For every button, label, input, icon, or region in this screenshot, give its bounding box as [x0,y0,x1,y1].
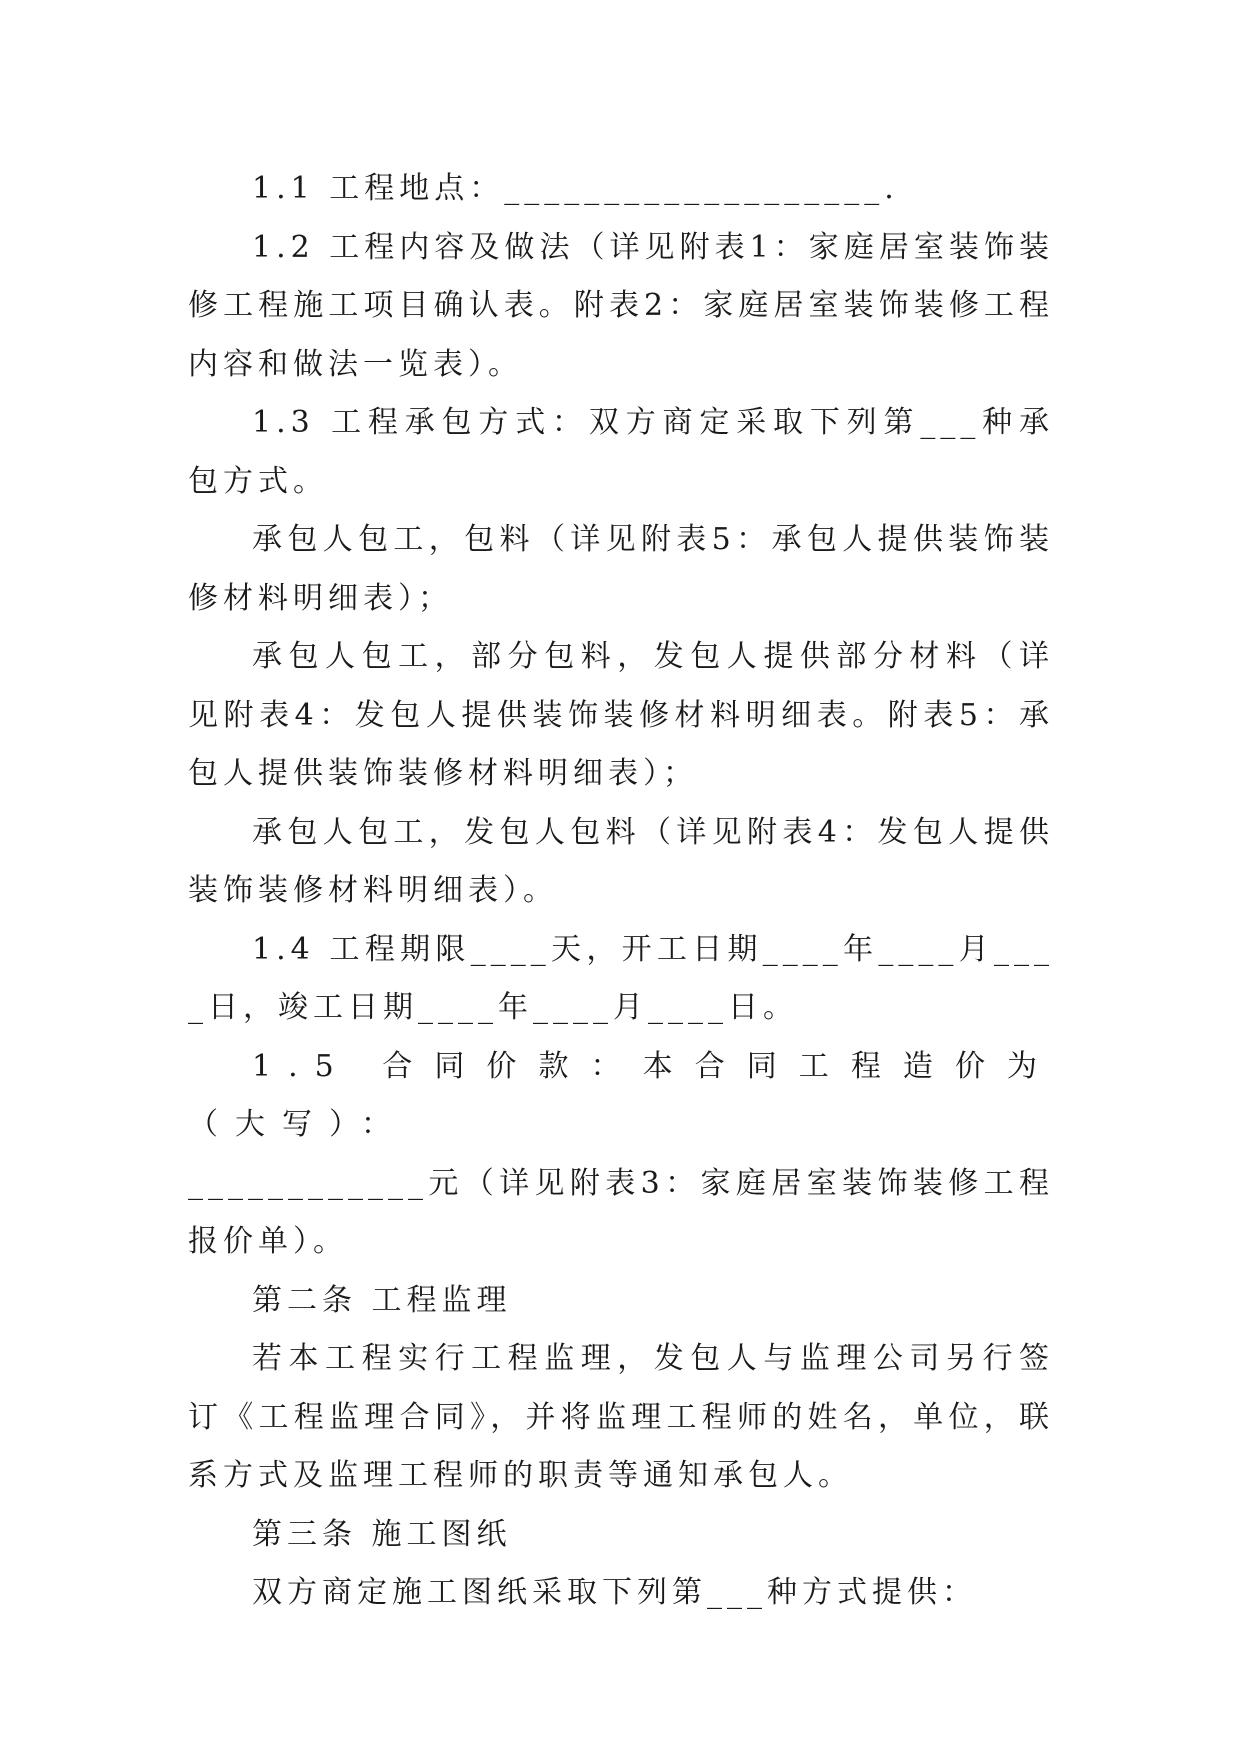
option-full-contract: 承包人包工，包料（详见附表5：承包人提供装饰装修材料明细表）； [188,522,1054,616]
option-labor-only: 承包人包工，发包人包料（详见附表4：发包人提供装饰装修材料明细表）。 [188,814,1054,908]
article-2-body: 若本工程实行工程监理，发包人与监理公司另行签订《工程监理合同》，并将监理工程师的姓名，单位，联系方式及监理工程师的职责等通知承包人。 [188,1341,1054,1493]
clause-1-4-period: 1.4 工程期限____天，开工日期____年____月____日，竣工日期____年____月____日。 [188,931,1054,1025]
clause-1-3-method: 1.3 工程承包方式：双方商定采取下列第___种承包方式。 [188,405,1054,499]
article-3-heading: 第三条 施工图纸 [252,1516,512,1552]
document-page [188,160,1054,1623]
clause-1-1-location: 1.1 工程地点：___________________. [252,171,899,206]
option-partial-materials: 承包人包工，部分包料，发包人提供部分材料（详见附表4：发包人提供装饰装修材料明细表。附表5：承包人提供装饰装修材料明细表）； [188,639,1054,791]
clause-1-5-price: 1.5 合同价款：本合同工程造价为（大写）： [188,1048,1054,1142]
clause-1-2-content: 1.2 工程内容及做法（详见附表1：家庭居室装饰装修工程施工项目确认表。附表2：家庭居室装饰装修工程内容和做法一览表）。 [188,229,1054,382]
article-3-body: 双方商定施工图纸采取下列第___种方式提供： [252,1575,977,1610]
clause-1-5-price-continued: ____________元（详见附表3：家庭居室装饰装修工程报价单）。 [188,1165,1054,1259]
article-2-heading: 第二条 工程监理 [252,1282,512,1318]
